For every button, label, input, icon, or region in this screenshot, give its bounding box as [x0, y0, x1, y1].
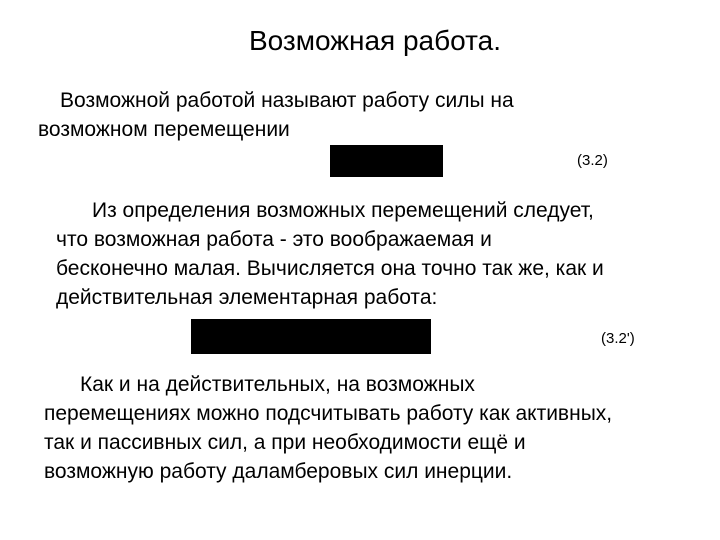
paragraph-line: что возможная работа - это воображаемая и [56, 228, 492, 251]
paragraph-consequence [56, 196, 604, 312]
paragraph-line: бесконечно малая. Вычисляется она точно так же, как и [56, 257, 604, 280]
equation-number-1: (3.2) [577, 152, 608, 169]
slide-title: Возможная работа. [249, 25, 501, 56]
paragraph-line: действительная элементарная работа: [56, 286, 438, 309]
paragraph-line: возможном перемещении [38, 118, 290, 141]
paragraph-line: так и пассивных сил, а при необходимости ещё и [44, 431, 526, 454]
paragraph-line: Как и на действительных, на возможных [80, 373, 475, 396]
paragraph-line: Возможной работой называют работу силы на [60, 89, 514, 112]
redacted-formula-1 [330, 145, 443, 177]
paragraph-line: возможную работу даламберовых сил инерции. [44, 460, 513, 483]
paragraph-definition [38, 86, 514, 144]
paragraph-line: Из определения возможных перемещений следует, [92, 199, 594, 222]
redacted-formula-2 [191, 319, 431, 354]
paragraph-line: перемещениях можно подсчитывать работу как активных, [44, 402, 613, 425]
paragraph-note [44, 370, 612, 486]
equation-number-2: (3.2') [601, 330, 635, 347]
